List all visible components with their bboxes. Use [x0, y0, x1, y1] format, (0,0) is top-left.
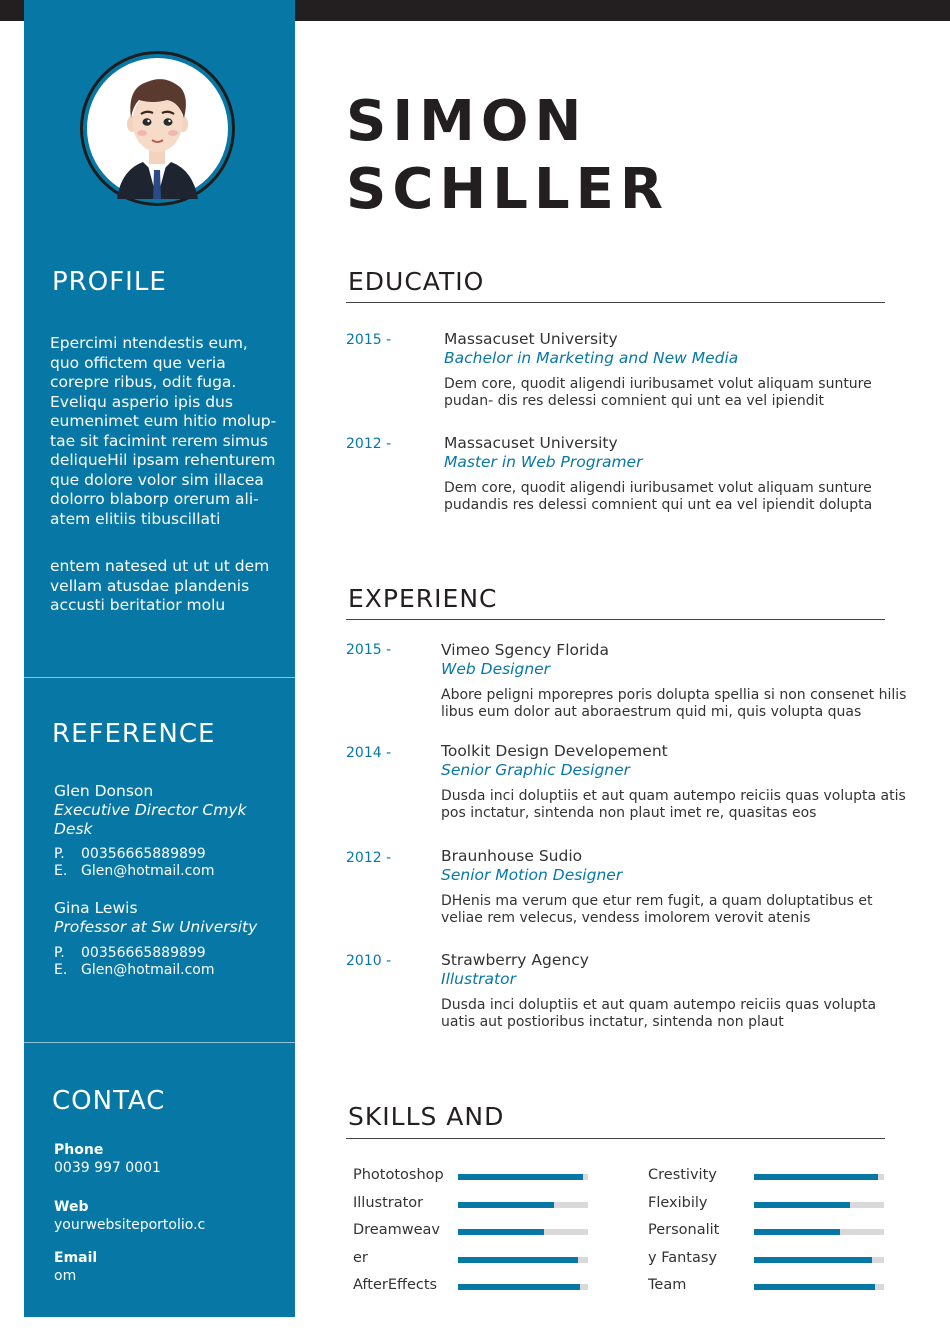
- reference-title: REFERENCE: [52, 719, 216, 749]
- skill-bar-fill: [754, 1229, 840, 1235]
- skill-bar: [458, 1284, 588, 1290]
- reference-name: Gina Lewis: [54, 899, 138, 917]
- education-description: Dem core, quodit aligendi iuribusamet volut aliquam sunture pudan- dis res delessi comnient qui unt ea vel ipiendit: [444, 376, 872, 409]
- experience-year: 2014 -: [346, 745, 392, 761]
- skill-label: AfterEffects: [353, 1277, 438, 1293]
- education-year: 2015 -: [346, 332, 392, 348]
- skill-bar-fill: [754, 1174, 878, 1180]
- avatar-image: [87, 58, 228, 199]
- email-value: Glen@hotmail.com: [81, 961, 215, 978]
- education-year: 2012 -: [346, 436, 392, 452]
- experience-entry: [441, 742, 907, 822]
- reference-phone: [54, 846, 284, 863]
- skill-label: Phototoshop: [353, 1167, 444, 1183]
- skill-bar: [754, 1174, 884, 1180]
- skill-bar: [754, 1257, 884, 1263]
- experience-company: Braunhouse Sudio: [441, 847, 583, 865]
- experience-role: Illustrator: [441, 970, 516, 988]
- reference-name: Glen Donson: [54, 782, 154, 800]
- experience-year: 2010 -: [346, 953, 392, 969]
- experience-entry: [441, 847, 907, 927]
- reference-email: [54, 962, 284, 979]
- skill-label: Illustrator: [353, 1194, 424, 1211]
- profile-title: PROFILE: [52, 267, 167, 297]
- education-degree: Master in Web Programer: [444, 453, 643, 471]
- experience-description: Abore peligni mporepres poris dolupta spellia si non consenet hilis libus eum dolor aut aboraestrum quid mi, quis volupta quas: [441, 687, 907, 720]
- reference-item: [54, 898, 284, 992]
- skill-bar: [458, 1202, 588, 1208]
- skill-label: Crestivity: [648, 1167, 717, 1183]
- skill-bar-fill: [458, 1202, 554, 1208]
- experience-company: Vimeo Sgency Florida: [441, 641, 609, 659]
- skill-bar-fill: [754, 1202, 850, 1208]
- reference-email: [54, 863, 284, 880]
- profile-text: Epercimi ntendestis eum, quo offictem que veria corepre ribus, odit fuga. Eveliqu asperio ipis dus eumenimet eum hitio molup- tae sit facimint rerem simus deliqueHil ipsam rehenturem que dolore volor sim illacea dolorro blaborp orerum ali- atem elitiis tibuscillati: [50, 334, 277, 528]
- reference-phone: [54, 945, 284, 962]
- experience-role: Web Designer: [441, 660, 551, 678]
- experience-entry: [441, 951, 907, 1031]
- email-label: E.: [54, 863, 68, 879]
- phone-value: 00356665889899: [81, 846, 206, 862]
- email-value: Glen@hotmail.com: [81, 863, 215, 879]
- education-entry: [444, 434, 904, 514]
- education-degree: Bachelor in Marketing and New Media: [444, 349, 739, 367]
- experience-description: Dusda inci doluptiis et aut quam autempo reiciis quas volupta uatis aut postioribus inctatur, sintenda non plaut: [441, 997, 877, 1030]
- reference-role: Executive Director Cmyk Desk: [54, 801, 247, 838]
- skill-bar-fill: [754, 1284, 875, 1290]
- phone-value: 00356665889899: [81, 944, 206, 961]
- phone-label: P.: [54, 944, 65, 961]
- skill-bar: [754, 1202, 884, 1208]
- contact-phone: 0039 997 0001: [54, 1160, 161, 1176]
- experience-year: 2015 -: [346, 642, 392, 658]
- skills-rule: [346, 1138, 885, 1139]
- contact-web: yourwebsiteportolio.c: [54, 1217, 206, 1233]
- skill-bar-fill: [458, 1257, 578, 1263]
- experience-entry: [441, 641, 907, 720]
- contact-web-label: Web: [54, 1199, 89, 1215]
- skill-bar: [458, 1174, 588, 1180]
- skills-title: SKILLS AND: [348, 1102, 505, 1131]
- sidebar-divider: [24, 677, 295, 678]
- name-header: [346, 88, 906, 222]
- avatar: [80, 51, 235, 206]
- experience-description: Dusda inci doluptiis et aut quam autempo reiciis quas volupta atis pos inctatur, sintenda non plaut imet re, quasitas eos: [441, 788, 906, 821]
- contact-email: om: [54, 1268, 77, 1284]
- education-rule: [346, 302, 885, 303]
- skill-label: Personalit: [648, 1222, 720, 1238]
- skill-bar: [754, 1229, 884, 1235]
- skill-bar-fill: [458, 1229, 544, 1235]
- sidebar-divider: [24, 1042, 295, 1043]
- skill-bar-fill: [458, 1284, 580, 1290]
- education-school: Massacuset University: [444, 330, 618, 348]
- skill-label: Flexibily: [648, 1194, 708, 1211]
- skill-bar-fill: [458, 1174, 583, 1180]
- skill-bar: [754, 1284, 884, 1290]
- experience-year: 2012 -: [346, 850, 392, 866]
- experience-role: Senior Graphic Designer: [441, 761, 631, 779]
- experience-description: DHenis ma verum que etur rem fugit, a quam doluptatibus et veliae rem velecus, vendess imolorem verovit atenis: [441, 893, 873, 926]
- experience-company: Toolkit Design Developement: [441, 742, 668, 760]
- email-label: E.: [54, 961, 68, 978]
- education-title: EDUCATIO: [348, 267, 485, 296]
- education-description: Dem core, quodit aligendi iuribusamet volut aliquam sunture pudandis res delessi comnient qui unt ea vel ipiendit dolupta: [444, 480, 873, 513]
- contact-email-label: Email: [54, 1250, 98, 1266]
- contact-title: CONTAC: [52, 1086, 166, 1116]
- experience-company: Strawberry Agency: [441, 951, 589, 969]
- avatar-illustration-icon: [87, 58, 228, 199]
- skill-bar-fill: [754, 1257, 872, 1263]
- skill-bar: [458, 1229, 588, 1235]
- contact-phone-label: Phone: [54, 1142, 104, 1158]
- skill-label: Team: [648, 1277, 687, 1293]
- skill-label: Dreamweav: [353, 1222, 440, 1238]
- candidate-name: SIMON SCHLLER: [346, 89, 670, 222]
- skill-label: y Fantasy: [648, 1249, 717, 1266]
- reference-role: Professor at Sw University: [54, 918, 258, 936]
- profile-text-continued: entem natesed ut ut ut dem vellam atusdae plandenis accusti beritatior molu: [50, 557, 270, 614]
- experience-role: Senior Motion Designer: [441, 866, 623, 884]
- education-entry: [444, 330, 904, 410]
- experience-rule: [346, 619, 885, 620]
- skill-label: er: [353, 1249, 368, 1266]
- experience-title: EXPERIENC: [348, 584, 498, 613]
- skill-bar: [458, 1257, 588, 1263]
- education-school: Massacuset University: [444, 434, 618, 452]
- phone-label: P.: [54, 846, 65, 862]
- reference-item: [54, 781, 284, 879]
